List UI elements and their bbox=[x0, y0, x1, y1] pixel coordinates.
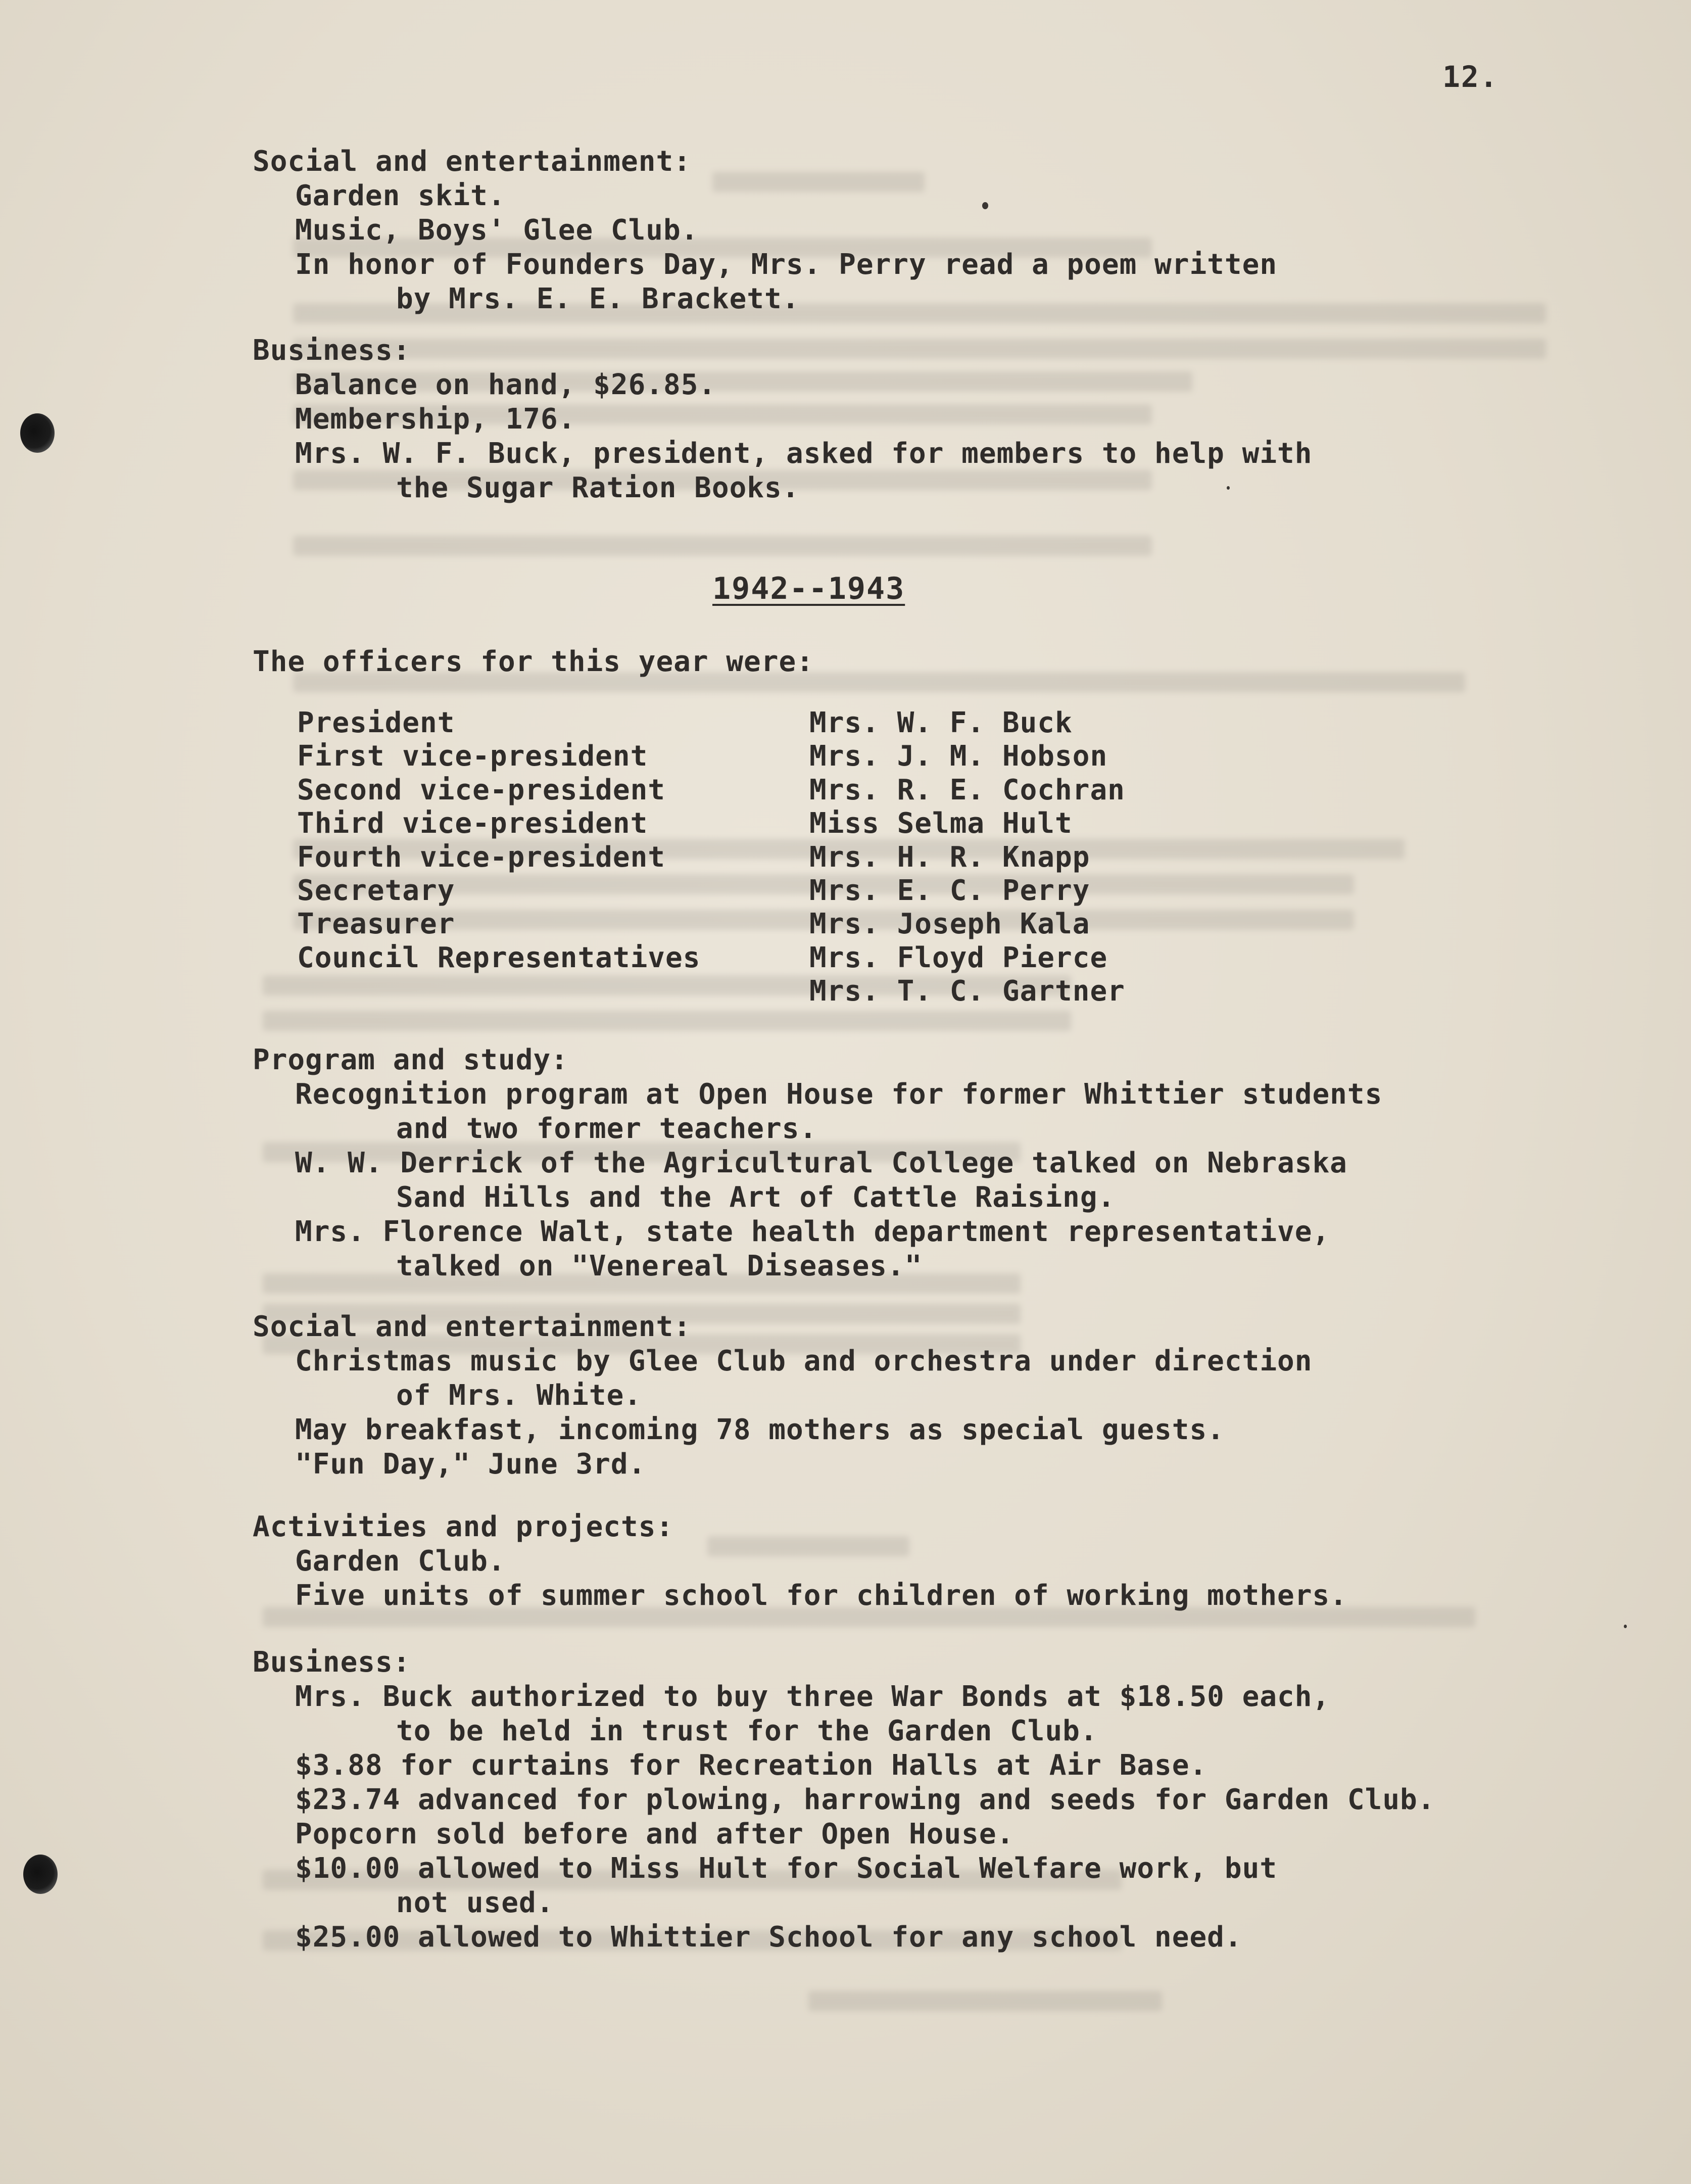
list-item: May breakfast, incoming 78 mothers as special guests. bbox=[295, 1413, 1225, 1446]
binder-hole-bottom bbox=[23, 1855, 58, 1894]
officer-name: Mrs. E. C. Perry bbox=[809, 874, 1090, 908]
officers-intro-text: The officers for this year were: bbox=[253, 645, 814, 678]
binder-hole-top bbox=[20, 413, 55, 453]
officer-role: Third vice-president bbox=[297, 807, 648, 840]
officer-row bbox=[297, 740, 1125, 773]
list-item-continuation: not used. bbox=[396, 1886, 554, 1919]
page-number: 12. bbox=[1442, 60, 1499, 94]
list-item: Garden Club. bbox=[295, 1545, 506, 1578]
list-item: Recognition program at Open House for former Whittier students bbox=[295, 1078, 1383, 1111]
list-item: In honor of Founders Day, Mrs. Perry read a poem written bbox=[295, 248, 1278, 281]
officers-table bbox=[297, 706, 1125, 1009]
officer-row bbox=[297, 774, 1125, 807]
list-item: $3.88 for curtains for Recreation Halls at Air Base. bbox=[295, 1749, 1207, 1782]
list-item: Mrs. Florence Walt, state health department representative, bbox=[295, 1215, 1330, 1248]
ink-speck bbox=[1624, 1625, 1627, 1628]
list-item: "Fun Day," June 3rd. bbox=[295, 1448, 646, 1481]
year-heading: 1942--1943 bbox=[712, 571, 905, 606]
officer-name: Mrs. R. E. Cochran bbox=[809, 773, 1125, 806]
list-item: Mrs. W. F. Buck, president, asked for members to help with bbox=[295, 437, 1313, 470]
officer-row bbox=[297, 706, 1125, 740]
officer-role: Secretary bbox=[297, 874, 455, 908]
program-section bbox=[253, 1043, 1382, 1284]
officer-name: Mrs. T. C. Gartner bbox=[809, 975, 1125, 1008]
activities-heading: Activities and projects: bbox=[253, 1510, 674, 1543]
list-item: Music, Boys' Glee Club. bbox=[295, 214, 699, 247]
officer-row bbox=[297, 841, 1125, 874]
officer-name: Mrs. Floyd Pierce bbox=[809, 941, 1108, 974]
officers-intro bbox=[253, 645, 814, 679]
officer-row bbox=[297, 908, 1125, 941]
list-item: Christmas music by Glee Club and orchestra under direction bbox=[295, 1345, 1313, 1378]
officer-name: Miss Selma Hult bbox=[809, 807, 1073, 840]
list-item-continuation: Sand Hills and the Art of Cattle Raising. bbox=[396, 1181, 1116, 1214]
social-section bbox=[253, 1310, 1312, 1482]
officer-row bbox=[297, 975, 1125, 1008]
list-item: Membership, 176. bbox=[295, 403, 576, 436]
officer-role: Fourth vice-president bbox=[297, 840, 666, 874]
officer-name: Mrs. J. M. Hobson bbox=[809, 740, 1108, 773]
list-item: W. W. Derrick of the Agricultural College talked on Nebraska bbox=[295, 1147, 1347, 1179]
previous-year-section bbox=[253, 145, 1312, 505]
officer-role: President bbox=[297, 706, 455, 739]
list-item-continuation: the Sugar Ration Books. bbox=[396, 471, 800, 504]
list-item: $25.00 allowed to Whittier School for any school need. bbox=[295, 1921, 1242, 1954]
list-item: Garden skit. bbox=[295, 179, 506, 212]
officer-role: First vice-president bbox=[297, 740, 648, 773]
list-item: $10.00 allowed to Miss Hult for Social Welfare work, but bbox=[295, 1852, 1278, 1885]
list-item: Popcorn sold before and after Open House. bbox=[295, 1818, 1014, 1850]
officer-role: Second vice-president bbox=[297, 773, 666, 806]
list-item-continuation: by Mrs. E. E. Brackett. bbox=[396, 282, 800, 315]
officer-row bbox=[297, 874, 1125, 908]
officer-name: Mrs. W. F. Buck bbox=[809, 706, 1073, 739]
list-item-continuation: to be held in trust for the Garden Club. bbox=[396, 1715, 1098, 1747]
officer-row bbox=[297, 807, 1125, 840]
officer-name: Mrs. Joseph Kala bbox=[809, 908, 1090, 941]
activities-section bbox=[253, 1510, 1347, 1613]
list-item: Balance on hand, $26.85. bbox=[295, 368, 716, 401]
officer-row bbox=[297, 941, 1125, 975]
list-item-continuation: talked on "Venereal Diseases." bbox=[396, 1250, 923, 1283]
business-heading: Business: bbox=[253, 334, 411, 367]
officer-role: Treasurer bbox=[297, 908, 455, 941]
social-heading: Social and entertainment: bbox=[253, 1310, 691, 1343]
list-item-continuation: and two former teachers. bbox=[396, 1112, 817, 1145]
list-item-continuation: of Mrs. White. bbox=[396, 1379, 642, 1412]
list-item: $23.74 advanced for plowing, harrowing and seeds for Garden Club. bbox=[295, 1783, 1435, 1816]
program-heading: Program and study: bbox=[253, 1043, 568, 1076]
officer-role bbox=[297, 975, 809, 1008]
business-heading: Business: bbox=[253, 1646, 411, 1679]
social-heading: Social and entertainment: bbox=[253, 145, 691, 178]
list-item: Five units of summer school for children of working mothers. bbox=[295, 1579, 1347, 1612]
business-section bbox=[253, 1645, 1435, 1955]
list-item: Mrs. Buck authorized to buy three War Bonds at $18.50 each, bbox=[295, 1680, 1330, 1713]
officer-role: Council Representatives bbox=[297, 941, 701, 974]
officer-name: Mrs. H. R. Knapp bbox=[809, 840, 1090, 874]
